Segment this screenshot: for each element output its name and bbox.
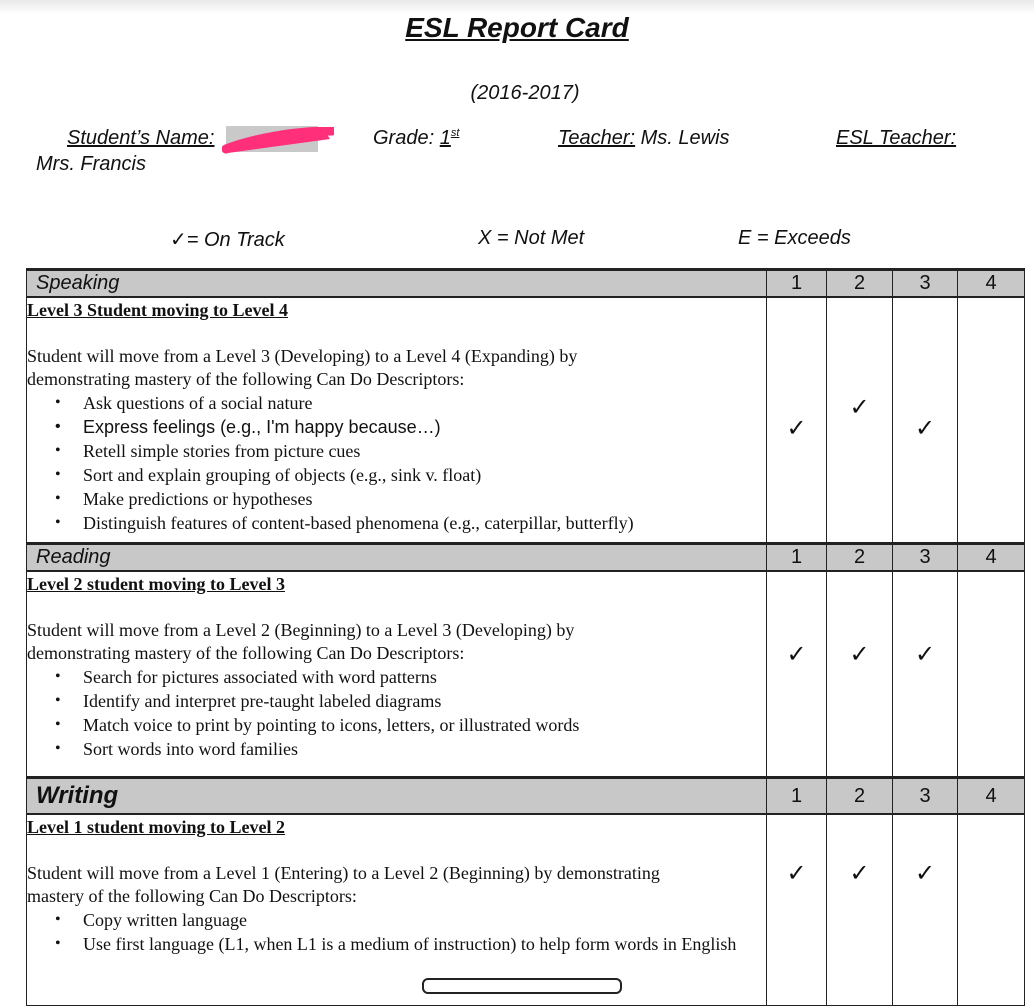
descriptor-item: • Match voice to print by pointing to icons, letters, or illustrated words <box>83 713 766 737</box>
intro-line: Student will move from a Level 1 (Entering) to a Level 2 (Beginning) by demonstrating <box>27 863 660 883</box>
report-card-table <box>26 268 1025 1006</box>
esl-teacher-label: ESL Teacher: <box>836 127 957 149</box>
intro-line: Student will move from a Level 2 (Beginning) to a Level 3 (Developing) by <box>27 620 575 640</box>
mark-cell <box>893 297 958 544</box>
mark-cell <box>827 297 893 544</box>
check-mark: ✓ <box>786 640 807 668</box>
descriptor-list <box>27 908 766 956</box>
esl-teacher-field <box>836 127 956 150</box>
check-mark: ✓ <box>849 393 870 421</box>
teacher-value: Ms. Lewis <box>635 127 730 149</box>
grade-label: Grade: <box>373 127 435 149</box>
descriptor-item: • Make predictions or hypotheses <box>83 487 766 511</box>
mark-cell <box>958 571 1025 778</box>
intro-line: mastery of the following Can Do Descriptors: <box>27 886 357 906</box>
section-header-speaking <box>27 270 1025 298</box>
section-header-writing <box>27 778 1025 815</box>
column-3: 3 <box>893 778 958 815</box>
mark-cell <box>767 297 827 544</box>
check-mark: ✓ <box>914 640 936 668</box>
page-title: ESL Report Card <box>405 12 629 43</box>
descriptor-item: • Ask questions of a social nature <box>83 391 766 415</box>
descriptor-item: • Distinguish features of content-based phenomena (e.g., caterpillar, butterfly) <box>83 511 766 535</box>
section-title: Reading <box>27 544 767 572</box>
intro-line: Student will move from a Level 3 (Developing) to a Level 4 (Expanding) by <box>27 346 578 366</box>
column-3: 3 <box>893 544 958 572</box>
check-mark: ✓ <box>849 640 870 668</box>
descriptor-list <box>27 665 766 761</box>
column-4: 4 <box>958 544 1025 572</box>
section-header-reading <box>27 544 1025 572</box>
legend-on-track: ✓= On Track <box>170 227 285 251</box>
mark-cell <box>767 571 827 778</box>
descriptor-item: • Sort and explain grouping of objects (e.g., sink v. float) <box>83 463 766 487</box>
check-mark: ✓ <box>914 859 936 887</box>
intro-line: demonstrating mastery of the following Can Do Descriptors: <box>27 369 465 389</box>
esl-teacher-value: Mrs. Francis <box>36 153 146 175</box>
section-body-speaking <box>27 297 1025 544</box>
school-year: (2016-2017) <box>470 82 580 104</box>
student-name-field <box>67 127 215 150</box>
grade-value: 1 <box>439 127 451 149</box>
scroll-indicator[interactable] <box>422 978 622 994</box>
column-4: 4 <box>958 778 1025 815</box>
descriptor-item: • Identify and interpret pre-taught labeled diagrams <box>83 689 766 713</box>
check-mark: ✓ <box>849 859 870 887</box>
student-name-label: Student’s Name: <box>67 127 215 149</box>
grade-field <box>373 127 459 150</box>
mark-cell <box>767 814 827 1006</box>
descriptor-item: • Use first language (L1, when L1 is a medium of instruction) to help form words in English <box>83 932 746 956</box>
column-4: 4 <box>958 270 1025 298</box>
section-body-writing <box>27 814 1025 1006</box>
redaction-scribble <box>222 127 334 157</box>
intro-line: demonstrating mastery of the following Can Do Descriptors: <box>27 643 465 663</box>
mark-cell <box>958 297 1025 544</box>
mark-cell <box>827 571 893 778</box>
mark-cell <box>827 814 893 1006</box>
mark-cell <box>893 814 958 1006</box>
mark-cell <box>893 571 958 778</box>
check-mark: ✓ <box>786 414 807 442</box>
legend-not-met: X = Not Met <box>478 227 585 249</box>
descriptor-item: • Search for pictures associated with word patterns <box>83 665 766 689</box>
section-title: Speaking <box>27 270 767 298</box>
column-2: 2 <box>827 778 893 815</box>
column-1: 1 <box>767 778 827 815</box>
column-1: 1 <box>767 270 827 298</box>
section-body-reading <box>27 571 1025 778</box>
descriptor-item: • Sort words into word families <box>83 737 766 761</box>
check-icon: ✓ <box>170 227 187 251</box>
level-heading: Level 1 student moving to Level 2 <box>27 817 285 837</box>
legend-exceeds: E = Exceeds <box>738 227 851 249</box>
column-2: 2 <box>827 270 893 298</box>
level-heading: Level 2 student moving to Level 3 <box>27 574 285 594</box>
descriptor-item: • Express feelings (e.g., I'm happy because…) <box>83 415 766 439</box>
descriptor-item: • Retell simple stories from picture cues <box>83 439 766 463</box>
check-mark: ✓ <box>786 859 807 887</box>
descriptor-list <box>27 391 766 535</box>
column-3: 3 <box>893 270 958 298</box>
section-title: Writing <box>27 778 767 815</box>
column-1: 1 <box>767 544 827 572</box>
column-2: 2 <box>827 544 893 572</box>
level-heading: Level 3 Student moving to Level 4 <box>27 300 288 320</box>
check-mark: ✓ <box>914 414 936 442</box>
grade-suffix: st <box>450 127 460 139</box>
descriptor-item: • Copy written language <box>83 908 746 932</box>
teacher-label: Teacher: <box>558 127 636 149</box>
teacher-field <box>558 127 730 150</box>
mark-cell <box>958 814 1025 1006</box>
